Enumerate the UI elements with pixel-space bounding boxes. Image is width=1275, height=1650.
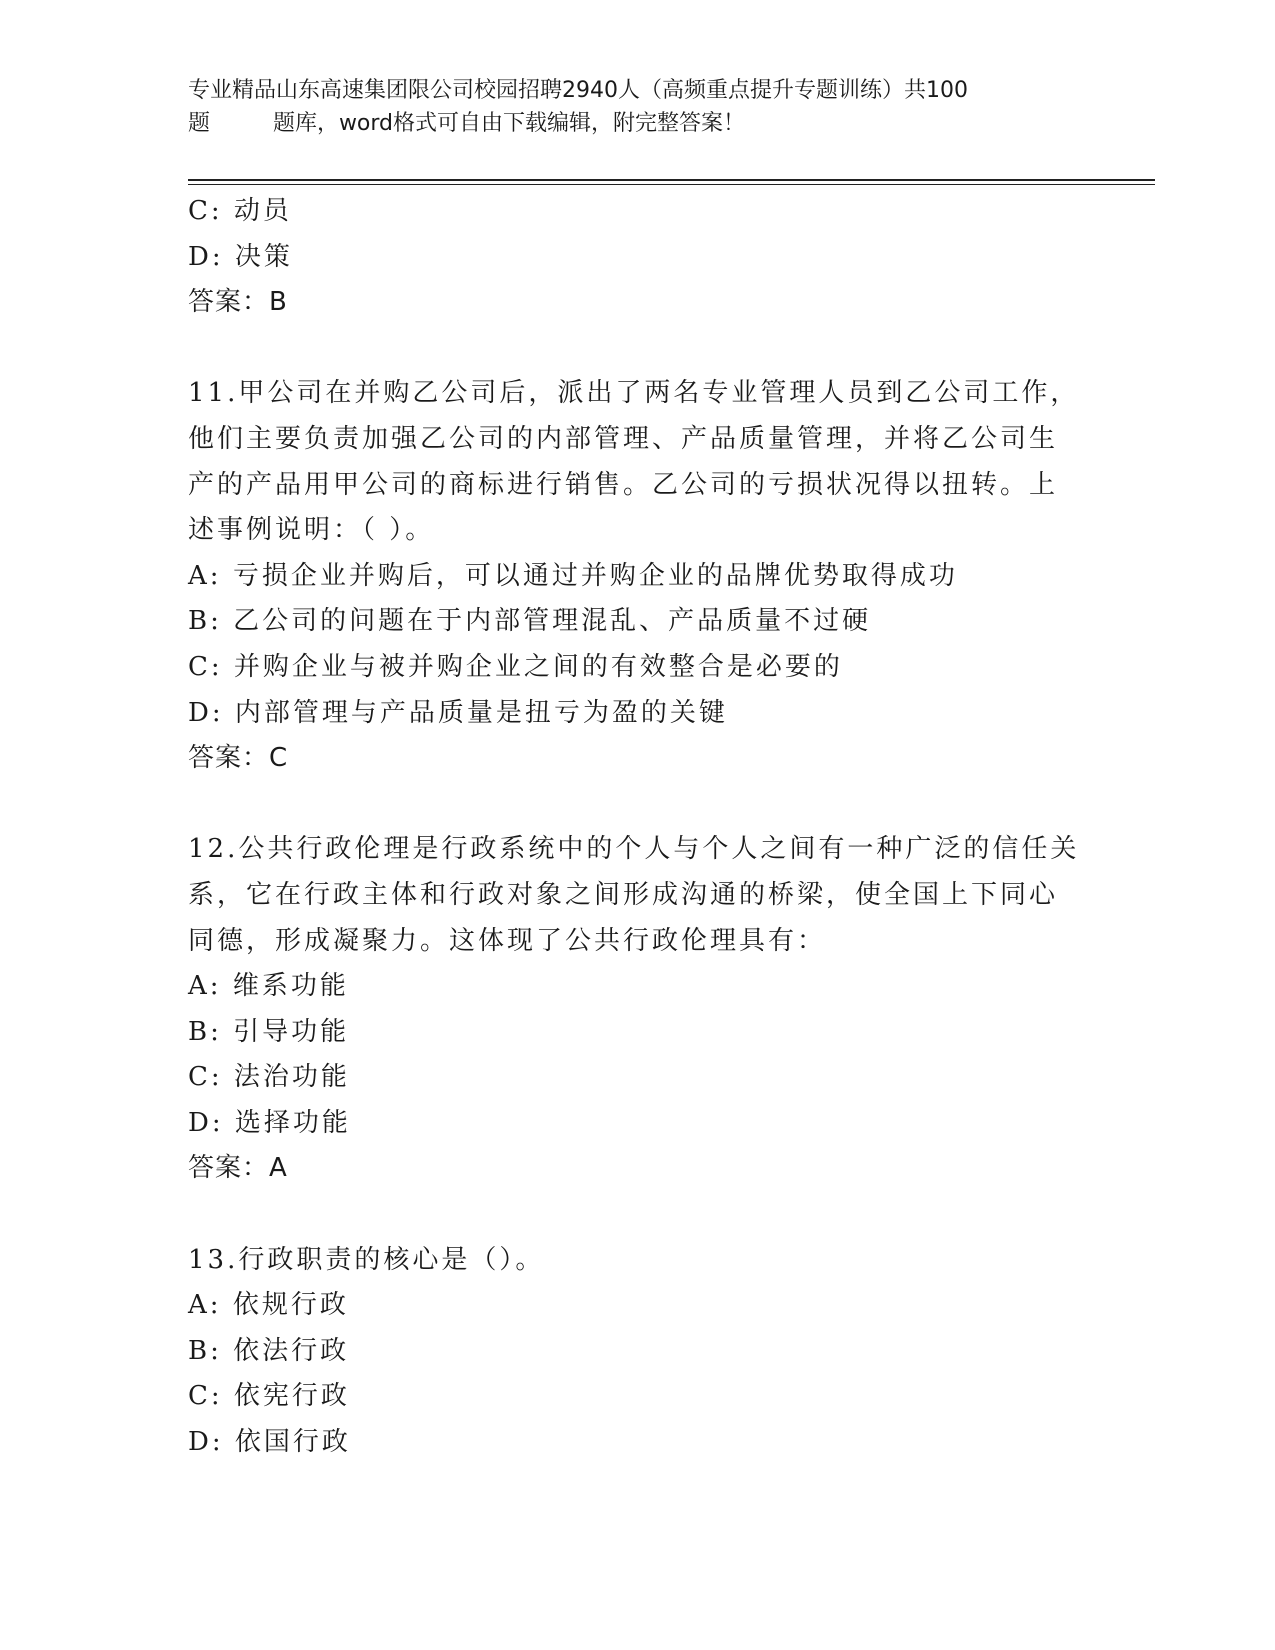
option-text: 依国行政 xyxy=(234,1427,351,1458)
question-stem-line: 13.行政职责的核心是（）。 xyxy=(188,1244,545,1275)
answer: 答案：B xyxy=(188,287,288,318)
option-label: A: xyxy=(188,1290,222,1321)
option-text: 依宪行政 xyxy=(233,1381,350,1412)
option-text: 动员 xyxy=(233,196,292,226)
question-11 xyxy=(188,371,1088,781)
option-d xyxy=(188,1420,1088,1466)
option-a xyxy=(188,964,1088,1010)
option-text: 乙公司的问题在于内部管理混乱、产品质量不过硬 xyxy=(233,606,872,637)
option-text: 依法行政 xyxy=(233,1335,350,1366)
option-label: A: xyxy=(188,971,222,1002)
question-stem-line: 同德，形成凝聚力。这体现了公共行政伦理具有： xyxy=(188,925,827,956)
answer: 答案：A xyxy=(188,1153,288,1184)
question-10-tail xyxy=(188,189,1088,326)
question-stem-line: 12.公共行政伦理是行政系统中的个人与个人之间有一种广泛的信任关 xyxy=(188,834,1080,865)
option-text: 依规行政 xyxy=(232,1290,349,1321)
option-a xyxy=(188,554,1088,600)
spacer xyxy=(188,326,1088,372)
option-c xyxy=(188,1055,1088,1101)
option-label: D: xyxy=(188,241,224,272)
option-text: 引导功能 xyxy=(233,1016,350,1047)
option-label: C: xyxy=(188,1381,223,1412)
option-label: C: xyxy=(188,196,223,226)
question-stem-line: 他们主要负责加强乙公司的内部管理、产品质量管理，并将乙公司生 xyxy=(188,423,1059,454)
answer: 答案：C xyxy=(188,743,289,774)
option-label: A: xyxy=(188,560,222,591)
option-b xyxy=(188,1329,1088,1375)
option-text: 决策 xyxy=(234,241,293,272)
option-label: B: xyxy=(188,606,222,637)
option-d xyxy=(188,235,1088,281)
header-rule-thin xyxy=(188,184,1155,185)
option-text: 并购企业与被并购企业之间的有效整合是必要的 xyxy=(233,651,843,682)
question-13 xyxy=(188,1238,1088,1466)
spacer xyxy=(188,782,1088,828)
option-b xyxy=(188,599,1088,645)
option-text: 选择功能 xyxy=(234,1107,351,1138)
question-12 xyxy=(188,827,1088,1192)
option-text: 亏损企业并购后，可以通过并购企业的品牌优势取得成功 xyxy=(232,560,958,591)
option-d xyxy=(188,691,1088,737)
option-label: D: xyxy=(188,697,224,728)
option-text: 内部管理与产品质量是扭亏为盈的关键 xyxy=(234,697,728,728)
option-c xyxy=(188,645,1088,691)
option-label: B: xyxy=(188,1016,222,1047)
option-label: C: xyxy=(188,651,223,682)
option-b xyxy=(188,1010,1088,1056)
page-header xyxy=(188,74,1088,140)
question-stem-line: 述事例说明：（ ）。 xyxy=(188,515,435,546)
option-text: 法治功能 xyxy=(233,1062,350,1093)
option-c xyxy=(188,1374,1088,1420)
question-stem-line: 系，它在行政主体和行政对象之间形成沟通的桥梁，使全国上下同心 xyxy=(188,879,1059,910)
document-body xyxy=(188,189,1088,1466)
option-a xyxy=(188,1283,1088,1329)
option-label: D: xyxy=(188,1107,224,1138)
option-text: 维系功能 xyxy=(232,971,349,1002)
option-label: B: xyxy=(188,1335,222,1366)
question-stem-line: 产的产品用甲公司的商标进行销售。乙公司的亏损状况得以扭转。上 xyxy=(188,469,1059,500)
question-stem-line: 11.甲公司在并购乙公司后，派出了两名专业管理人员到乙公司工作， xyxy=(188,378,1080,409)
option-label: D: xyxy=(188,1427,224,1458)
option-d xyxy=(188,1101,1088,1147)
header-title-line2: 题 题库，word格式可自由下载编辑，附完整答案！ xyxy=(188,111,746,136)
option-c xyxy=(188,189,1088,235)
header-rule-thick xyxy=(188,179,1155,181)
spacer xyxy=(188,1192,1088,1238)
option-label: C: xyxy=(188,1062,223,1093)
header-title-line1: 专业精品山东高速集团限公司校园招聘2940人（高频重点提升专题训练）共100 xyxy=(188,78,968,103)
